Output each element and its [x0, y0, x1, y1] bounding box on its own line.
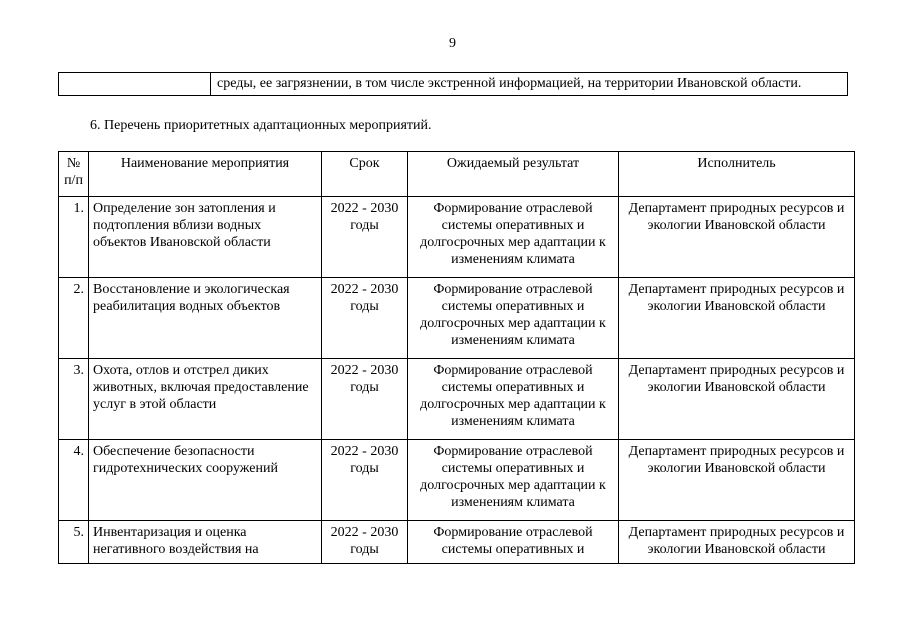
table-row [59, 521, 855, 564]
page-number: 9 [449, 36, 456, 51]
continuation-row [59, 73, 848, 96]
row-num: 4. [59, 440, 89, 521]
header-executor: Исполнитель [619, 152, 855, 197]
row-term: 2022 - 2030 годы [322, 521, 408, 564]
header-name: Наименование мероприятия [89, 152, 322, 197]
table-header-row [59, 152, 855, 197]
row-name: Охота, отлов и отстрел диких животных, включая предоставление услуг в этой области [89, 359, 322, 440]
row-executor: Департамент природных ресурсов и экологии Ивановской области [619, 359, 855, 440]
continuation-text: среды, ее загрязнении, в том числе экстренной информацией, на территории Ивановской области. [211, 73, 848, 96]
header-term: Срок [322, 152, 408, 197]
row-executor: Департамент природных ресурсов и экологии Ивановской области [619, 197, 855, 278]
row-term: 2022 - 2030 годы [322, 197, 408, 278]
continuation-empty-cell [59, 73, 211, 96]
row-num: 2. [59, 278, 89, 359]
row-executor: Департамент природных ресурсов и экологии Ивановской области [619, 440, 855, 521]
row-term: 2022 - 2030 годы [322, 440, 408, 521]
table-row [59, 197, 855, 278]
measures-table [58, 151, 855, 564]
row-term: 2022 - 2030 годы [322, 359, 408, 440]
row-result: Формирование отраслевой системы оперативных и долгосрочных мер адаптации к изменениям климата [408, 440, 619, 521]
row-num: 1. [59, 197, 89, 278]
row-name: Инвентаризация и оценка негативного воздействия на [89, 521, 322, 564]
table-row [59, 359, 855, 440]
row-name: Обеспечение безопасности гидротехнических сооружений [89, 440, 322, 521]
row-name: Восстановление и экологическая реабилитация водных объектов [89, 278, 322, 359]
continuation-table [58, 72, 848, 96]
row-term: 2022 - 2030 годы [322, 278, 408, 359]
header-num: № п/п [59, 152, 89, 197]
header-result: Ожидаемый результат [408, 152, 619, 197]
row-num: 5. [59, 521, 89, 564]
row-executor: Департамент природных ресурсов и экологии Ивановской области [619, 521, 855, 564]
table-row [59, 278, 855, 359]
row-executor: Департамент природных ресурсов и экологии Ивановской области [619, 278, 855, 359]
row-result: Формирование отраслевой системы оперативных и долгосрочных мер адаптации к изменениям климата [408, 197, 619, 278]
row-result: Формирование отраслевой системы оперативных и долгосрочных мер адаптации к изменениям климата [408, 359, 619, 440]
table-row [59, 440, 855, 521]
row-result: Формирование отраслевой системы оперативных и [408, 521, 619, 564]
row-result: Формирование отраслевой системы оперативных и долгосрочных мер адаптации к изменениям климата [408, 278, 619, 359]
section-heading: 6. Перечень приоритетных адаптационных мероприятий. [90, 118, 432, 133]
row-num: 3. [59, 359, 89, 440]
row-name: Определение зон затопления и подтопления вблизи водных объектов Ивановской области [89, 197, 322, 278]
